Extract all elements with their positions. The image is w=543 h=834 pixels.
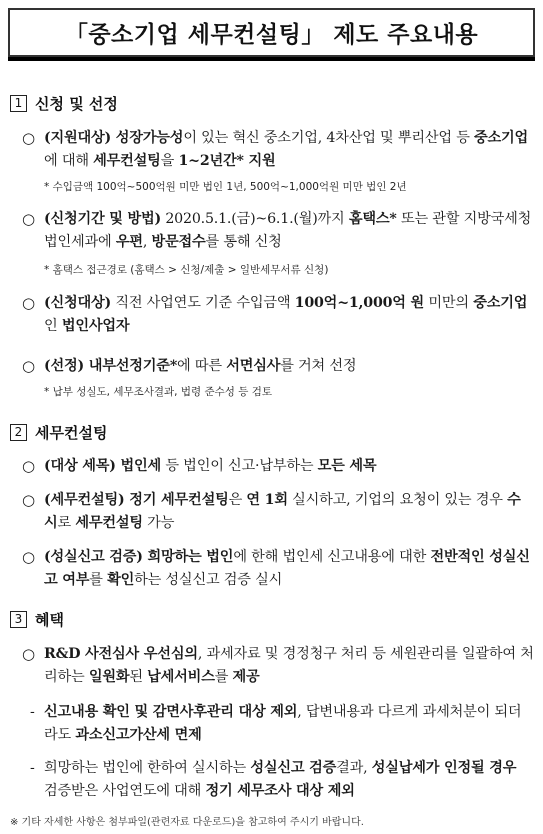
item-tax-items	[22, 455, 534, 478]
item-text: 연 1회	[246, 492, 288, 508]
note-selection-criteria: * 납부 성실도, 세무조사결과, 법령 준수성 등 검토	[44, 386, 273, 398]
section-3-header	[10, 609, 64, 630]
bullet-circle-icon: ○	[22, 129, 35, 147]
item-text: 에 대해	[44, 153, 94, 169]
section-1-header	[10, 93, 118, 114]
item-benefit-audit-exemption	[26, 757, 534, 803]
item-heading: (선정)	[44, 358, 85, 374]
dash-bullet: -	[30, 760, 35, 776]
item-text: 정기 세무컨설팅	[124, 492, 229, 508]
item-text: 가능	[142, 515, 175, 531]
item-text: 2020.5.1.(금)~6.1.(월)까지	[161, 211, 349, 227]
item-text: 홈택스*	[348, 211, 397, 227]
item-text: 중소기업	[474, 130, 529, 146]
item-text: 제공	[232, 669, 260, 685]
item-text: 세무컨설팅	[93, 153, 161, 169]
note-hometax-path: * 홈택스 접근경로 (홈택스 > 신청/제출 > 일반세무서류 신청)	[44, 264, 329, 276]
note-eligibility: * 수입금액 100억~500억원 미만 법인 1년, 500억~1,000억원 미만 법인 2년	[44, 181, 407, 193]
item-text: 인	[44, 318, 62, 334]
bullet-circle-icon: ○	[22, 457, 35, 475]
item-application-period	[22, 208, 534, 254]
title-box	[8, 8, 535, 57]
item-text: 된	[129, 669, 148, 685]
item-text: 를 통해 신청	[205, 234, 282, 250]
item-eligibility	[22, 127, 534, 173]
section-2-header	[10, 422, 107, 443]
page-title: 「중소기업 세무컨설팅」 제도 주요내용	[64, 22, 479, 48]
item-text: 이 있는 혁신 중소기업, 4차산업 및 뿌리산업 등	[183, 130, 475, 146]
bullet-circle-icon: ○	[22, 357, 35, 375]
item-text: 법인사업자	[61, 318, 130, 334]
item-text: 등 법인이 신고·납부하는	[161, 458, 318, 474]
section-label: 혜택	[35, 611, 64, 629]
item-text: 성실신고 검증	[250, 760, 337, 776]
bullet-circle-icon: ○	[22, 294, 35, 312]
item-text: 100억~1,000억 원	[294, 295, 425, 311]
item-text: , 답변내용과 다르게 과세처분이 되더라도	[44, 704, 522, 743]
item-text: 전반적인 성실신고 여부	[44, 549, 530, 588]
item-text: 실시하고, 기업의 요청이 있는 경우	[287, 492, 508, 508]
item-text: 수시	[44, 492, 521, 531]
item-benefit-exclusion	[26, 701, 534, 747]
item-heading: R&D 사전심사 우선심의	[44, 646, 198, 662]
item-text: 또는 관할 지방국세청 법인세과에	[44, 211, 532, 250]
item-text: 일원화	[88, 669, 130, 685]
item-text: 중소기업	[473, 295, 528, 311]
item-text: 1~2년간*	[178, 153, 244, 169]
item-text: 을	[160, 153, 179, 169]
item-text: 검증받은 사업연도에 대해	[44, 783, 206, 799]
item-text: 성실납세가 인정될 경우	[371, 760, 517, 776]
item-text: 희망하는 법인	[142, 549, 234, 565]
item-text: 은	[228, 492, 247, 508]
item-text: 에 따른	[177, 358, 227, 374]
item-text: 세무컨설팅	[75, 515, 143, 531]
item-text: 정기 세무조사 대상 제외	[205, 783, 355, 799]
item-text: ,	[142, 234, 152, 250]
title-underline	[8, 57, 535, 61]
item-consulting	[22, 489, 534, 535]
item-benefit-service	[22, 643, 534, 689]
item-heading: 신고내용 확인 및 감면사후관리 대상 제외	[44, 704, 298, 720]
item-text: 를	[214, 669, 233, 685]
item-text: 희망하는 법인에 한하여 실시하는	[44, 760, 251, 776]
item-heading: (성실신고 검증)	[44, 549, 143, 565]
section-label: 세무컨설팅	[35, 424, 108, 442]
item-text: 방문접수	[151, 234, 206, 250]
item-text: 지원	[243, 153, 276, 169]
section-label: 신청 및 선정	[35, 95, 118, 113]
bullet-circle-icon: ○	[22, 548, 35, 566]
item-text: 확인	[107, 572, 135, 588]
item-text: 직전 사업연도 기준 수입금액	[111, 295, 295, 311]
item-selection	[22, 355, 534, 378]
item-heading: (대상 세목)	[44, 458, 116, 474]
bullet-circle-icon: ○	[22, 491, 35, 509]
item-text: 로	[57, 515, 76, 531]
footer-note: ※ 기타 자세한 사항은 첨부파일(관련자료 다운로드)을 참고하여 주시기 바랍니다.	[10, 817, 364, 828]
item-text: 를 거쳐 선정	[280, 358, 357, 374]
item-text: 우편	[115, 234, 143, 250]
item-heading: (지원대상)	[44, 130, 112, 146]
item-applicant	[22, 292, 534, 338]
bullet-circle-icon: ○	[22, 645, 35, 663]
section-number: 2	[10, 424, 27, 441]
item-text: 서면심사	[226, 358, 281, 374]
item-heading: (신청기간 및 방법)	[44, 211, 162, 227]
bullet-circle-icon: ○	[22, 210, 35, 228]
item-text: 법인세	[115, 458, 162, 474]
item-text: , 과세자료 및 경정청구 처리 등 세원관리를 일괄하여 처리하는	[44, 646, 534, 685]
item-text: 납세서비스	[147, 669, 215, 685]
item-heading: (세무컨설팅)	[44, 492, 125, 508]
dash-bullet: -	[30, 704, 35, 720]
item-text: 결과,	[336, 760, 372, 776]
item-heading: (신청대상)	[44, 295, 112, 311]
item-text: 하는 성실신고 검증 실시	[134, 572, 283, 588]
item-text: 내부선정기준*	[84, 358, 178, 374]
section-number: 1	[10, 95, 27, 112]
item-verification	[22, 546, 534, 592]
item-text: 성장가능성	[111, 130, 184, 146]
item-text: 에 한해 법인세 신고내용에 대한	[233, 549, 431, 565]
item-text: 를	[89, 572, 108, 588]
section-number: 3	[10, 611, 27, 628]
item-text: 과소신고가산세 면제	[75, 727, 202, 743]
item-text: 모든 세목	[317, 458, 377, 474]
item-text: 미만의	[424, 295, 474, 311]
